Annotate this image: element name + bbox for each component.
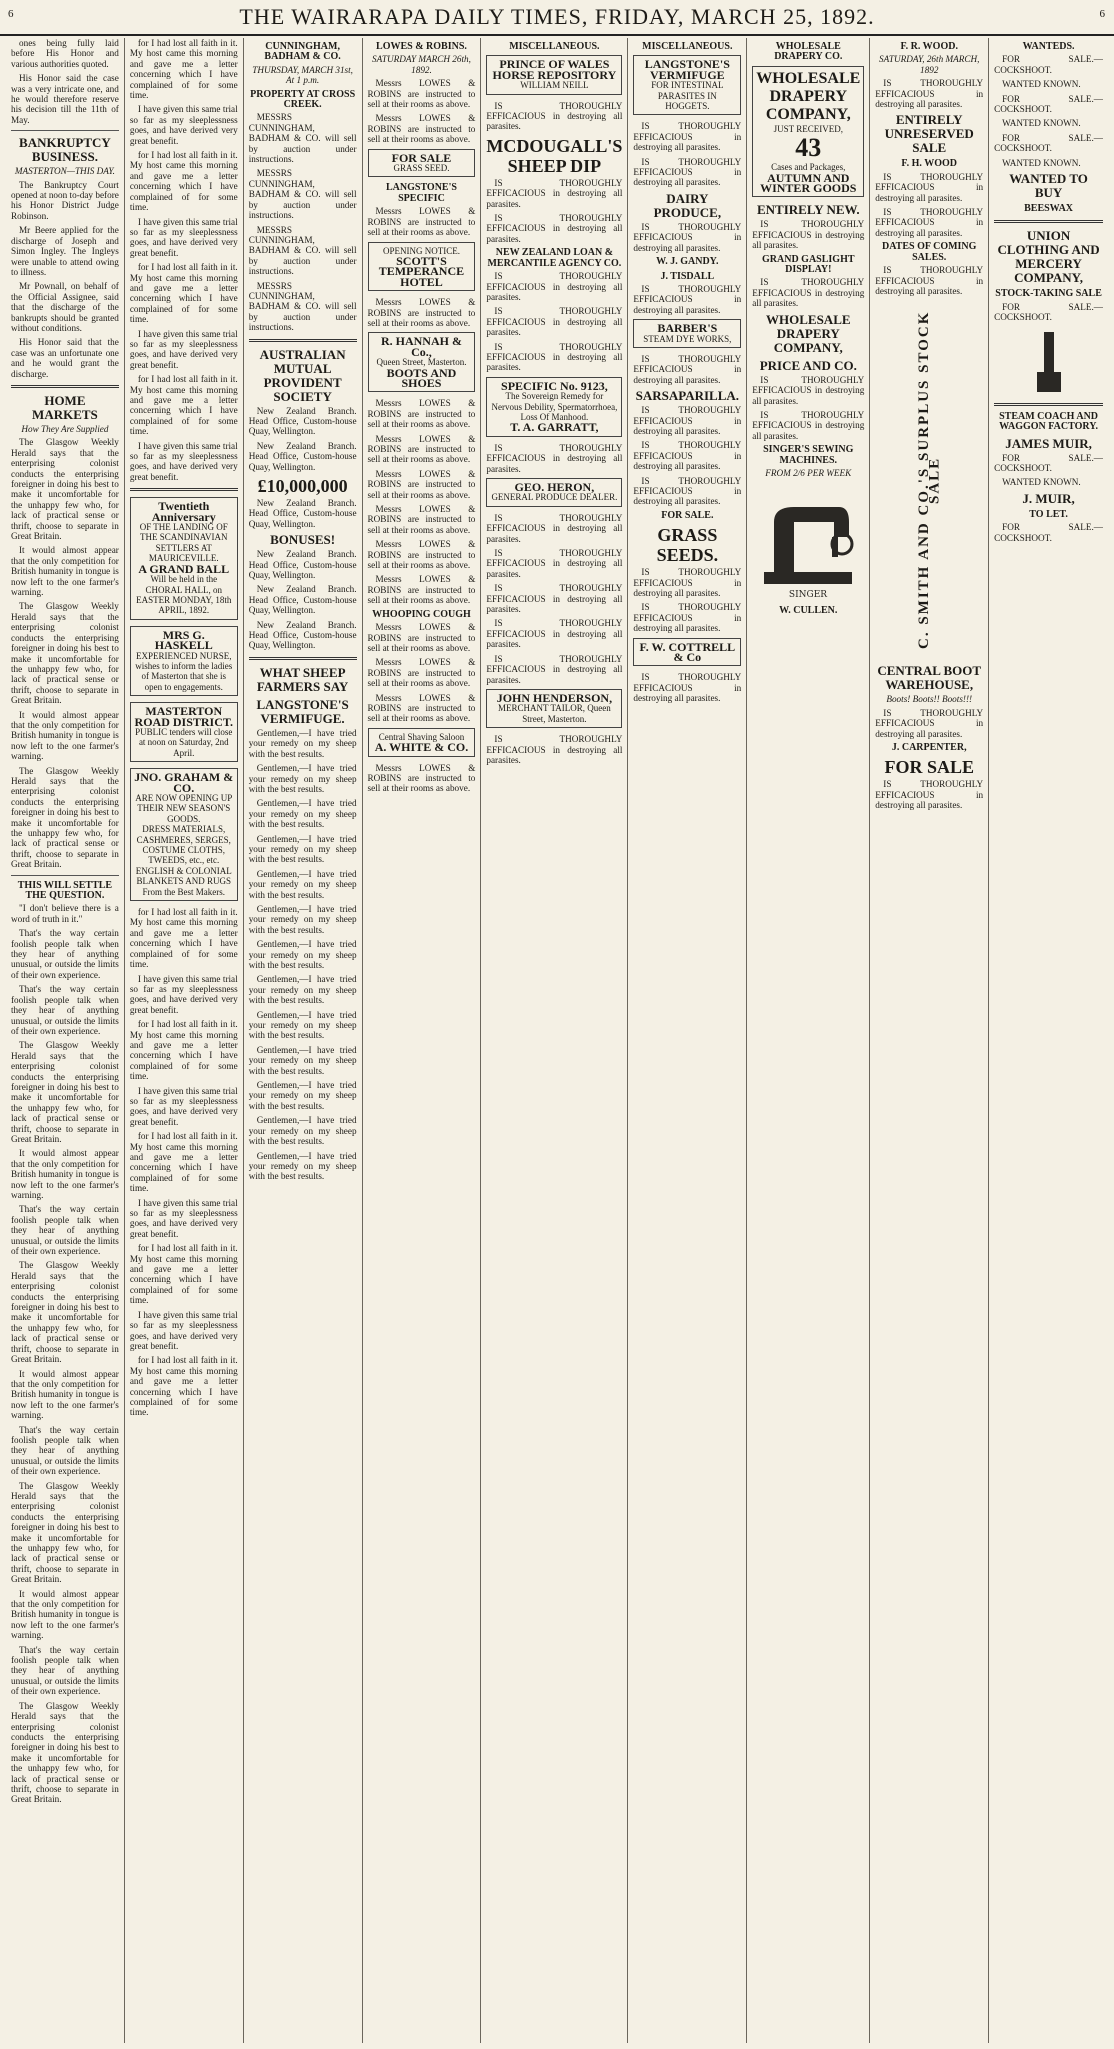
ad-subtitle: STEAM DYE WORKS, <box>643 333 732 344</box>
ad-heading: BOOTS AND SHOES <box>386 365 457 390</box>
article-text: Messrs LOWES & ROBINS are instructed to sell at their rooms as above. <box>367 762 476 794</box>
article-text: IS THOROUGHLY EFFICACIOUS in destroying all parasites. <box>486 512 623 544</box>
advertisement-vermifuge <box>633 55 741 115</box>
headline: STOCK-TAKING SALE <box>995 288 1102 300</box>
article-text: WANTED KNOWN. <box>1002 477 1081 488</box>
subheadline: How They Are Supplied <box>21 423 109 434</box>
article-text: It would almost appear that the only competition for British humanity in tongue is now left to the one farmer's warning. <box>11 545 119 598</box>
masthead <box>0 0 1114 36</box>
headline: LOWES & ROBINS. <box>376 41 467 52</box>
headline: FOR SALE <box>884 757 974 778</box>
article-text: Gentlemen,—I have tried your remedy on my sheep with the best results. <box>248 1115 357 1147</box>
page-number-right: 6 <box>1099 8 1106 20</box>
article-text: IS THOROUGHLY EFFICACIOUS in destroying all parasites. <box>875 78 984 110</box>
article-text: Messrs LOWES & ROBINS are instructed to sell at their rooms as above. <box>367 398 476 430</box>
headline: WANTEDS. <box>1022 41 1075 52</box>
headline: WANTED TO BUY <box>1009 171 1088 201</box>
article-text: WANTED KNOWN. <box>1002 79 1081 90</box>
article-text: MESSRS CUNNINGHAM, BADHAM & CO. will sell by auction under instructions. <box>248 112 357 165</box>
article-text: I have given this same trial so far as my sleeplessness goes, and have derived very great benefit. <box>129 1085 238 1127</box>
article-text: The Glasgow Weekly Herald says that the enterprising colonist conducts the enterprising foreigner in doing his best to make it uncomfortable for the unhappy few who, for lack of practical sense or thrift, choose to separate in Great Britain. <box>11 1260 119 1365</box>
ad-number: 43 <box>795 133 822 163</box>
ad-title: PRINCE OF WALES HORSE REPOSITORY <box>492 57 617 82</box>
column-3 <box>244 38 363 2043</box>
headline: CUNNINGHAM, BADHAM & CO. <box>264 41 341 63</box>
ad-title: GEO. HERON, <box>514 480 595 494</box>
article-text: Gentlemen,—I have tried your remedy on my sheep with the best results. <box>248 868 357 900</box>
article-text: IS THOROUGHLY EFFICACIOUS in destroying all parasites. <box>633 156 742 188</box>
column-6 <box>628 38 747 2043</box>
ad-title: Twentieth Anniversary <box>151 499 216 524</box>
article-text: The Bankruptcy Court opened at noon to-day before his Honor District Judge Robinson. <box>11 179 119 221</box>
article-text: IS THOROUGHLY EFFICACIOUS in destroying all parasites. <box>875 779 984 811</box>
ad-text: The Sovereign Remedy for Nervous Debility, Spermatorrhoea, Loss Of Manhood. <box>491 391 618 422</box>
article-text: The Glasgow Weekly Herald says that the enterprising colonist conducts the enterprising foreigner in doing his best to make it uncomfortable for the unhappy few who, for lack of practical sense or thrift, choose to separate in Great Britain. <box>11 1700 119 1805</box>
article-text: "I don't believe there is a word of truth in it." <box>11 903 119 924</box>
article-text: Messrs LOWES & ROBINS are instructed to sell at their rooms as above. <box>367 692 476 724</box>
advertisement-nurse <box>130 626 238 696</box>
article-text: IS THOROUGHLY EFFICACIOUS in destroying all parasites. <box>633 121 742 153</box>
article-text: Gentlemen,—I have tried your remedy on my sheep with the best results. <box>248 1150 357 1182</box>
article-text: FOR SALE.—COCKSHOOT. <box>994 452 1103 473</box>
headline: J. TISDALL <box>660 270 715 282</box>
article-text: IS THOROUGHLY EFFICACIOUS in destroying all parasites. <box>875 707 984 739</box>
article-text: for I had lost all faith in it. My host came this morning and gave me a letter concerning which I have complained of for some time. <box>129 1355 238 1418</box>
article-text: IS THOROUGHLY EFFICACIOUS in destroying all parasites. <box>633 440 742 472</box>
headline: WHAT SHEEP FARMERS SAY <box>256 664 349 694</box>
article-text: Messrs LOWES & ROBINS are instructed to sell at their rooms as above. <box>367 113 476 145</box>
article-text: IS THOROUGHLY EFFICACIOUS in destroying all parasites. <box>486 306 623 338</box>
sewing-machine-icon <box>754 482 862 602</box>
advertisement-ball <box>130 497 238 619</box>
article-text: FOR SALE.—COCKSHOOT. <box>994 522 1103 543</box>
headline: BANKRUPTCY BUSINESS. <box>19 135 111 165</box>
article-text: for I had lost all faith in it. My host came this morning and gave me a letter concerning which I have complained of for some time. <box>129 150 238 213</box>
article-text: IS THOROUGHLY EFFICACIOUS in destroying all parasites. <box>486 548 623 579</box>
ad-subtitle: WILLIAM NEILL <box>520 80 589 91</box>
headline: TO LET. <box>1029 508 1068 520</box>
subheadline: THURSDAY, MARCH 31st, At 1 p.m. <box>252 64 353 86</box>
article-text: IS THOROUGHLY EFFICACIOUS in destroying all parasites. <box>486 177 623 209</box>
advertisement-scotts-hotel <box>368 242 476 292</box>
article-text: I have given this same trial so far as my sleeplessness goes, and have derived very great benefit. <box>129 328 238 370</box>
article-text: I have given this same trial so far as my sleeplessness goes, and have derived very great benefit. <box>129 973 238 1015</box>
headline: J. CARPENTER, <box>891 741 967 753</box>
svg-text:SINGER: SINGER <box>789 590 828 601</box>
headline: W. J. GANDY. <box>656 256 719 268</box>
headline: W. CULLEN. <box>779 605 838 617</box>
article-text: It would almost appear that the only competition for British humanity in tongue is now left to the one farmer's warning. <box>11 1148 119 1200</box>
headline: GRASS SEEDS. <box>656 525 719 566</box>
article-text: It would almost appear that the only competition for British humanity in tongue is now left to the one farmer's warning. <box>11 1588 119 1641</box>
advertisement-heron <box>486 478 622 507</box>
headline: DAIRY PRODUCE, <box>653 190 722 220</box>
ad-subtitle: FOR INTESTINAL PARASITES IN HOGGETS. <box>651 80 724 112</box>
article-text: IS THOROUGHLY EFFICACIOUS in destroying all parasites. <box>633 353 742 385</box>
headline: F. R. WOOD. <box>900 41 958 52</box>
article-text: Messrs LOWES & ROBINS are instructed to sell at their rooms as above. <box>367 297 476 328</box>
column-2 <box>125 38 244 2043</box>
article-text: IS THOROUGHLY EFFICACIOUS in destroying all parasites. <box>486 618 623 650</box>
article-text: ones being fully laid before His Honor and various authorities quoted. <box>11 38 119 69</box>
headline: BEESWAX <box>1024 203 1074 215</box>
ad-text: ARE NOW OPENING UP THEIR NEW SEASON'S GOODS. <box>135 793 233 824</box>
article-text: IS THOROUGHLY EFFICACIOUS in destroying all parasites. <box>633 672 742 704</box>
columns <box>6 38 1108 2043</box>
advertisement-henderson <box>486 689 622 728</box>
article-text: IS THOROUGHLY EFFICACIOUS in destroying all parasites. <box>752 374 865 406</box>
article-text: That's the way certain foolish people talk when they hear of anything unusual, or outside the limits of their own experience. <box>11 1424 119 1477</box>
ad-subtitle: OF THE LANDING OF THE SCANDINAVIAN SETTLERS AT MAURICEVILLE. <box>139 522 228 564</box>
article-text: New Zealand Branch. Head Office, Custom-house Quay, Wellington. <box>248 584 357 616</box>
article-text: IS THOROUGHLY EFFICACIOUS in destroying all parasites. <box>486 100 623 132</box>
article-text: Messrs LOWES & ROBINS are instructed to sell at their rooms as above. <box>367 468 476 500</box>
headline: LANGSTONE'S VERMIFUGE. <box>256 696 349 726</box>
ad-title: A. WHITE & CO. <box>374 740 469 755</box>
article-text: Messrs LOWES & ROBINS are instructed to sell at their rooms as above. <box>367 574 476 606</box>
article-text: IS THOROUGHLY EFFICACIOUS in destroying all parasites. <box>633 602 742 634</box>
article-text: Gentlemen,—I have tried your remedy on my sheep with the best results. <box>248 763 357 794</box>
article-text: It would almost appear that the only competition for British humanity in tongue is now left to the one farmer's warning. <box>11 1368 119 1421</box>
article-text: IS THOROUGHLY EFFICACIOUS in destroying all parasites. <box>486 271 623 302</box>
article-text: IS THOROUGHLY EFFICACIOUS in destroying all parasites. <box>486 213 623 244</box>
article-text: IS THOROUGHLY EFFICACIOUS in destroying all parasites. <box>633 475 742 507</box>
subheadline: MASTERTON—THIS DAY. <box>14 166 115 177</box>
article-text: IS THOROUGHLY EFFICACIOUS in destroying all parasites. <box>633 283 742 315</box>
ad-text: Central Shaving Saloon <box>378 731 465 742</box>
ad-title: SCOTT'S TEMPERANCE HOTEL <box>378 253 465 289</box>
article-text: for I had lost all faith in it. My host came this morning and gave me a letter concerning which I have complained of for some time. <box>129 1243 238 1306</box>
article-text: WANTED KNOWN. <box>1002 157 1081 168</box>
ad-text: Queen Street, Masterton. <box>376 357 467 368</box>
ad-text: EXPERIENCED NURSE, wishes to inform the ladies of Masterton that she is open to engagements. <box>135 650 233 692</box>
advertisement-grass-seed <box>368 149 476 178</box>
article-text: IS THOROUGHLY EFFICACIOUS in destroying all parasites. <box>486 653 623 685</box>
headline: MISCELLANEOUS. <box>509 41 600 52</box>
article-text: Gentlemen,—I have tried your remedy on my sheep with the best results. <box>248 833 357 865</box>
article-text: IS THOROUGHLY EFFICACIOUS in destroying all parasites. <box>486 341 623 373</box>
headline: MISCELLANEOUS. <box>642 41 733 52</box>
article-text: Messrs LOWES & ROBINS are instructed to sell at their rooms as above. <box>367 206 476 238</box>
article-text: I have given this same trial so far as my sleeplessness goes, and have derived very great benefit. <box>129 104 238 146</box>
article-text: I have given this same trial so far as my sleeplessness goes, and have derived very great benefit. <box>129 1197 238 1239</box>
article-text: IS THOROUGHLY EFFICACIOUS in destroying all parasites. <box>752 409 865 441</box>
ad-text: Will be held in the CHORAL HALL, on EASTER MONDAY, 18th APRIL, 1892. <box>136 574 232 616</box>
article-text: IS THOROUGHLY EFFICACIOUS in destroying all parasites. <box>486 734 623 765</box>
article-text: MESSRS CUNNINGHAM, BADHAM & CO. will sell by auction under instructions. <box>248 168 357 221</box>
article-text: Gentlemen,—I have tried your remedy on my sheep with the best results. <box>248 939 357 970</box>
article-text: Gentlemen,—I have tried your remedy on my sheep with the best results. <box>248 903 357 935</box>
ad-title: MRS G. HASKELL <box>154 627 213 653</box>
article-text: for I had lost all faith in it. My host came this morning and gave me a letter concerning which I have complained of for some time. <box>129 38 238 101</box>
advertisement-road-district <box>130 702 238 762</box>
article-text: Mr Pownall, on behalf of the Official Assignee, said that the discharge of the bankrupts should be granted without conditions. <box>11 281 119 333</box>
ad-heading: T. A. GARRATT, <box>510 420 599 435</box>
ad-title: BARBER'S <box>657 321 718 336</box>
page-number-left: 6 <box>8 8 15 20</box>
article-text: New Zealand Branch. Head Office, Custom-house Quay, Wellington. <box>248 498 357 529</box>
vertical-banner: C. SMITH AND CO.'S SURPLUS STOCK SALE <box>915 311 943 650</box>
column-5 <box>481 38 628 2043</box>
headline: THIS WILL SETTLE THE QUESTION. <box>17 879 113 902</box>
article-text: MESSRS CUNNINGHAM, BADHAM & CO. will sell by auction under instructions. <box>248 224 357 277</box>
article-text: for I had lost all faith in it. My host came this morning and gave me a letter concerning which I have complained of for some time. <box>129 1019 238 1082</box>
article-text: for I had lost all faith in it. My host came this morning and gave me a letter concerning which I have complained of for some time. <box>129 1131 238 1194</box>
ad-title: FOR SALE <box>391 150 452 165</box>
ad-title: JOHN HENDERSON, <box>496 690 613 705</box>
headline: WHOLESALE DRAPERY CO. <box>774 41 843 63</box>
advertisement-graham <box>130 768 238 901</box>
article-text: I have given this same trial so far as my sleeplessness goes, and have derived very great benefit. <box>129 440 238 482</box>
article-text: Gentlemen,—I have tried your remedy on my sheep with the best results. <box>248 1009 357 1041</box>
article-text: New Zealand Branch. Head Office, Custom-house Quay, Wellington. <box>248 619 357 651</box>
advertisement-barbers <box>633 319 741 348</box>
headline: MCDOUGALL'S SHEEP DIP <box>486 135 623 176</box>
column-7 <box>747 38 870 2043</box>
advertisement-hannah <box>368 332 476 392</box>
headline: WHOOPING COUGH <box>372 608 471 620</box>
article-text: FOR SALE.—COCKSHOOT. <box>994 301 1103 323</box>
article-text: Mr Beere applied for the discharge of Joseph and Simon Ingley. The Ingleys were unable to attend owing to illness. <box>11 225 119 277</box>
article-text: His Honor said that the case was an unfortunate one and he would grant the discharge. <box>11 337 119 379</box>
advertisement-wholesale-drapery <box>752 66 864 198</box>
ad-text: MERCHANT TAILOR, Queen Street, Masterton. <box>498 703 611 724</box>
article-text: The Glasgow Weekly Herald says that the enterprising colonist conducts the enterprising foreigner in doing his best to make it uncomfortable for the unhappy few who, for lack of practical sense or thrift, choose to separate in Great Britain. <box>11 437 119 542</box>
headline: STEAM COACH AND WAGGON FACTORY. <box>999 410 1099 433</box>
article-text: New Zealand Branch. Head Office, Custom-house Quay, Wellington. <box>248 440 357 472</box>
ad-title: R. HANNAH & Co., <box>380 334 462 359</box>
article-text: Gentlemen,—I have tried your remedy on my sheep with the best results. <box>248 974 357 1006</box>
article-text: IS THOROUGHLY EFFICACIOUS in destroying all parasites. <box>875 207 984 238</box>
article-text: for I had lost all faith in it. My host came this morning and gave me a letter concerning which I have complained of for some time. <box>129 374 238 437</box>
ad-items: DRESS MATERIALS, CASHMERES, SERGES, COSTUME CLOTHS, TWEEDS, etc., etc. <box>136 824 231 866</box>
ad-heading: A GRAND BALL <box>138 561 230 576</box>
advertisement-cottrell <box>633 638 741 667</box>
column-4 <box>363 38 482 2043</box>
article-text: IS THOROUGHLY EFFICACIOUS in destroying all parasites. <box>633 405 742 436</box>
headline: F. H. WOOD <box>901 158 957 170</box>
article-text: IS THOROUGHLY EFFICACIOUS in destroying all parasites. <box>875 171 984 203</box>
headline: AUSTRALIAN MUTUAL PROVIDENT SOCIETY <box>259 346 346 404</box>
article-text: WANTED KNOWN. <box>1002 118 1081 129</box>
headline: J. MUIR, <box>1022 490 1075 506</box>
subheadline: SATURDAY, 26th MARCH, 1892 <box>879 54 980 75</box>
headline: PRICE AND CO. <box>759 357 857 373</box>
article-text: MESSRS CUNNINGHAM, BADHAM & CO. will sell by auction under instructions. <box>248 280 357 333</box>
headline: BONUSES! <box>270 532 336 548</box>
ad-text: GENERAL PRODUCE DEALER. <box>491 492 618 503</box>
pointing-hand-icon <box>1029 327 1069 397</box>
headline: WHOLESALE DRAPERY COMPANY, <box>766 311 851 355</box>
article-text: IS THOROUGHLY EFFICACIOUS in destroying all parasites. <box>633 567 742 599</box>
advertisement-specific <box>486 377 622 437</box>
article-text: It would almost appear that the only competition for British humanity in tongue is now left to the one farmer's warning. <box>11 709 119 762</box>
article-text: Messrs LOWES & ROBINS are instructed to sell at their rooms as above. <box>367 433 476 465</box>
article-text: His Honor said the case was a very intricate one, and he would therefore reserve his decision till the 11th of May. <box>11 73 119 125</box>
article-text: Messrs LOWES & ROBINS are instructed to sell at their rooms as above. <box>367 539 476 571</box>
column-9 <box>989 38 1108 2043</box>
headline: JAMES MUIR, <box>1005 435 1092 451</box>
advertisement-white <box>368 728 476 757</box>
column-1 <box>6 38 125 2043</box>
ad-title: SPECIFIC No. 9123, <box>501 378 608 393</box>
article-text: for I had lost all faith in it. My host came this morning and gave me a letter concerning which I have complained of for some time. <box>129 907 238 970</box>
headline: CENTRAL BOOT WAREHOUSE, <box>877 663 982 693</box>
headline: HOME MARKETS <box>32 392 98 422</box>
ad-title: JNO. GRAHAM & CO. <box>134 770 234 795</box>
ad-title: WHOLESALE DRAPERY COMPANY, <box>756 69 861 123</box>
article-text: That's the way certain foolish people talk when they hear of anything unusual, or outside the limits of their own experience. <box>11 984 119 1036</box>
headline: DATES OF COMING SALES. <box>881 241 977 263</box>
article-text: FOR SALE.—COCKSHOOT. <box>994 54 1103 75</box>
headline: FOR SALE. <box>661 509 714 521</box>
headline: GRAND GASLIGHT DISPLAY! <box>762 253 855 276</box>
subheadline: FROM 2/6 PER WEEK <box>765 467 852 478</box>
article-text: Messrs LOWES & ROBINS are instructed to sell at their rooms as above. <box>367 622 476 653</box>
article-text: New Zealand Branch. Head Office, Custom-house Quay, Wellington. <box>248 549 357 581</box>
headline: £10,000,000 <box>257 476 348 496</box>
article-text: That's the way certain foolish people talk when they hear of anything unusual, or outside the limits of their own experience. <box>11 1204 119 1257</box>
article-text: Gentlemen,—I have tried your remedy on my sheep with the best results. <box>248 798 357 830</box>
article-text: That's the way certain foolish people talk when they hear of anything unusual, or outside the limits of their own experience. <box>11 928 119 980</box>
advertisement-repository <box>486 55 622 94</box>
masthead-title: THE WAIRARAPA DAILY TIMES, FRIDAY, MARCH 25, 1892. <box>239 4 875 29</box>
article-text: for I had lost all faith in it. My host came this morning and gave me a letter concerning which I have complained of for some time. <box>129 262 238 325</box>
ad-title: LANGSTONE'S VERMIFUGE <box>644 57 730 82</box>
headline: LANGSTONE'S SPECIFIC <box>385 182 457 204</box>
ad-text: PUBLIC tenders will close at noon on Saturday, 2nd April. <box>135 726 233 758</box>
article-text: IS THOROUGHLY EFFICACIOUS in destroying all parasites. <box>875 265 984 296</box>
ad-title: F. W. COTTRELL & Co <box>639 639 736 665</box>
article-text: IS THOROUGHLY EFFICACIOUS in destroying all parasites. <box>486 583 623 615</box>
headline: PROPERTY AT CROSS CREEK. <box>250 88 356 111</box>
subheadline: SATURDAY MARCH 26th, 1892. <box>372 54 471 75</box>
article-text: The Glasgow Weekly Herald says that the enterprising colonist conducts the enterprising foreigner in doing his best to make it uncomfortable for the unhappy few who, for lack of practical sense or thrift, choose to separate in Great Britain. <box>11 1040 119 1144</box>
article-text: The Glasgow Weekly Herald says that the enterprising colonist conducts the enterprising foreigner in doing his best to make it uncomfortable for the unhappy few who, for lack of practical sense or thrift, choose to separate in Great Britain. <box>11 601 119 706</box>
article-text: IS THOROUGHLY EFFICACIOUS in destroying all parasites. <box>633 221 742 253</box>
article-text: Gentlemen,—I have tried your remedy on my sheep with the best results. <box>248 1080 357 1111</box>
article-text: IS THOROUGHLY EFFICACIOUS in destroying all parasites. <box>752 219 865 251</box>
ad-subtitle: GRASS SEED. <box>393 163 450 174</box>
article-text: IS THOROUGHLY EFFICACIOUS in destroying all parasites. <box>752 277 865 309</box>
article-text: Messrs LOWES & ROBINS are instructed to sell at their rooms as above. <box>367 78 476 110</box>
subheadline: Boots! Boots!! Boots!!! <box>886 694 973 705</box>
headline: SARSAPARILLA. <box>635 388 740 404</box>
ad-text: ENGLISH & COLONIAL BLANKETS AND RUGS From the Best Makers. <box>135 865 232 897</box>
ad-text: JUST RECEIVED, <box>773 123 843 134</box>
article-text: I have given this same trial so far as my sleeplessness goes, and have derived very great benefit. <box>129 216 238 258</box>
article-text: I have given this same trial so far as my sleeplessness goes, and have derived very great benefit. <box>129 1309 238 1351</box>
column-8 <box>870 38 989 2043</box>
headline: NEW ZEALAND LOAN & MERCANTILE AGENCY CO. <box>487 247 622 269</box>
ad-title: MASTERTON ROAD DISTRICT. <box>134 704 233 729</box>
article-text: FOR SALE.—COCKSHOOT. <box>994 93 1103 115</box>
article-text: The Glasgow Weekly Herald says that the enterprising colonist conducts the enterprising foreigner in doing his best to make it uncomfortable for the unhappy few who, for lack of practical sense or thrift, choose to separate in Great Britain. <box>11 765 119 870</box>
headline: SINGER'S SEWING MACHINES. <box>763 444 854 466</box>
ad-text: OPENING NOTICE. <box>382 245 460 256</box>
article-text: Gentlemen,—I have tried your remedy on my sheep with the best results. <box>248 727 357 759</box>
article-text: The Glasgow Weekly Herald says that the enterprising colonist conducts the enterprising foreigner in doing his best to make it uncomfortable for the unhappy few who, for lack of practical sense or thrift, choose to separate in Great Britain. <box>11 1480 119 1585</box>
headline: UNION CLOTHING AND MERCERY COMPANY, <box>997 228 1100 286</box>
headline: ENTIRELY UNRESERVED SALE <box>884 112 974 156</box>
article-text: New Zealand Branch. Head Office, Custom-house Quay, Wellington. <box>248 405 357 437</box>
article-text: IS THOROUGHLY EFFICACIOUS in destroying all parasites. <box>486 442 623 474</box>
article-text: That's the way certain foolish people talk when they hear of anything unusual, or outside the limits of their own experience. <box>11 1644 119 1697</box>
article-text: Messrs LOWES & ROBINS are instructed to sell at their rooms as above. <box>367 504 476 535</box>
article-text: Messrs LOWES & ROBINS are instructed to sell at their rooms as above. <box>367 657 476 689</box>
article-text: FOR SALE.—COCKSHOOT. <box>994 132 1103 154</box>
headline: ENTIRELY NEW. <box>756 202 860 218</box>
ad-text: Cases and Packages, <box>771 162 846 173</box>
article-text: Gentlemen,—I have tried your remedy on my sheep with the best results. <box>248 1044 357 1076</box>
ad-heading: AUTUMN AND WINTER GOODS <box>760 170 857 196</box>
